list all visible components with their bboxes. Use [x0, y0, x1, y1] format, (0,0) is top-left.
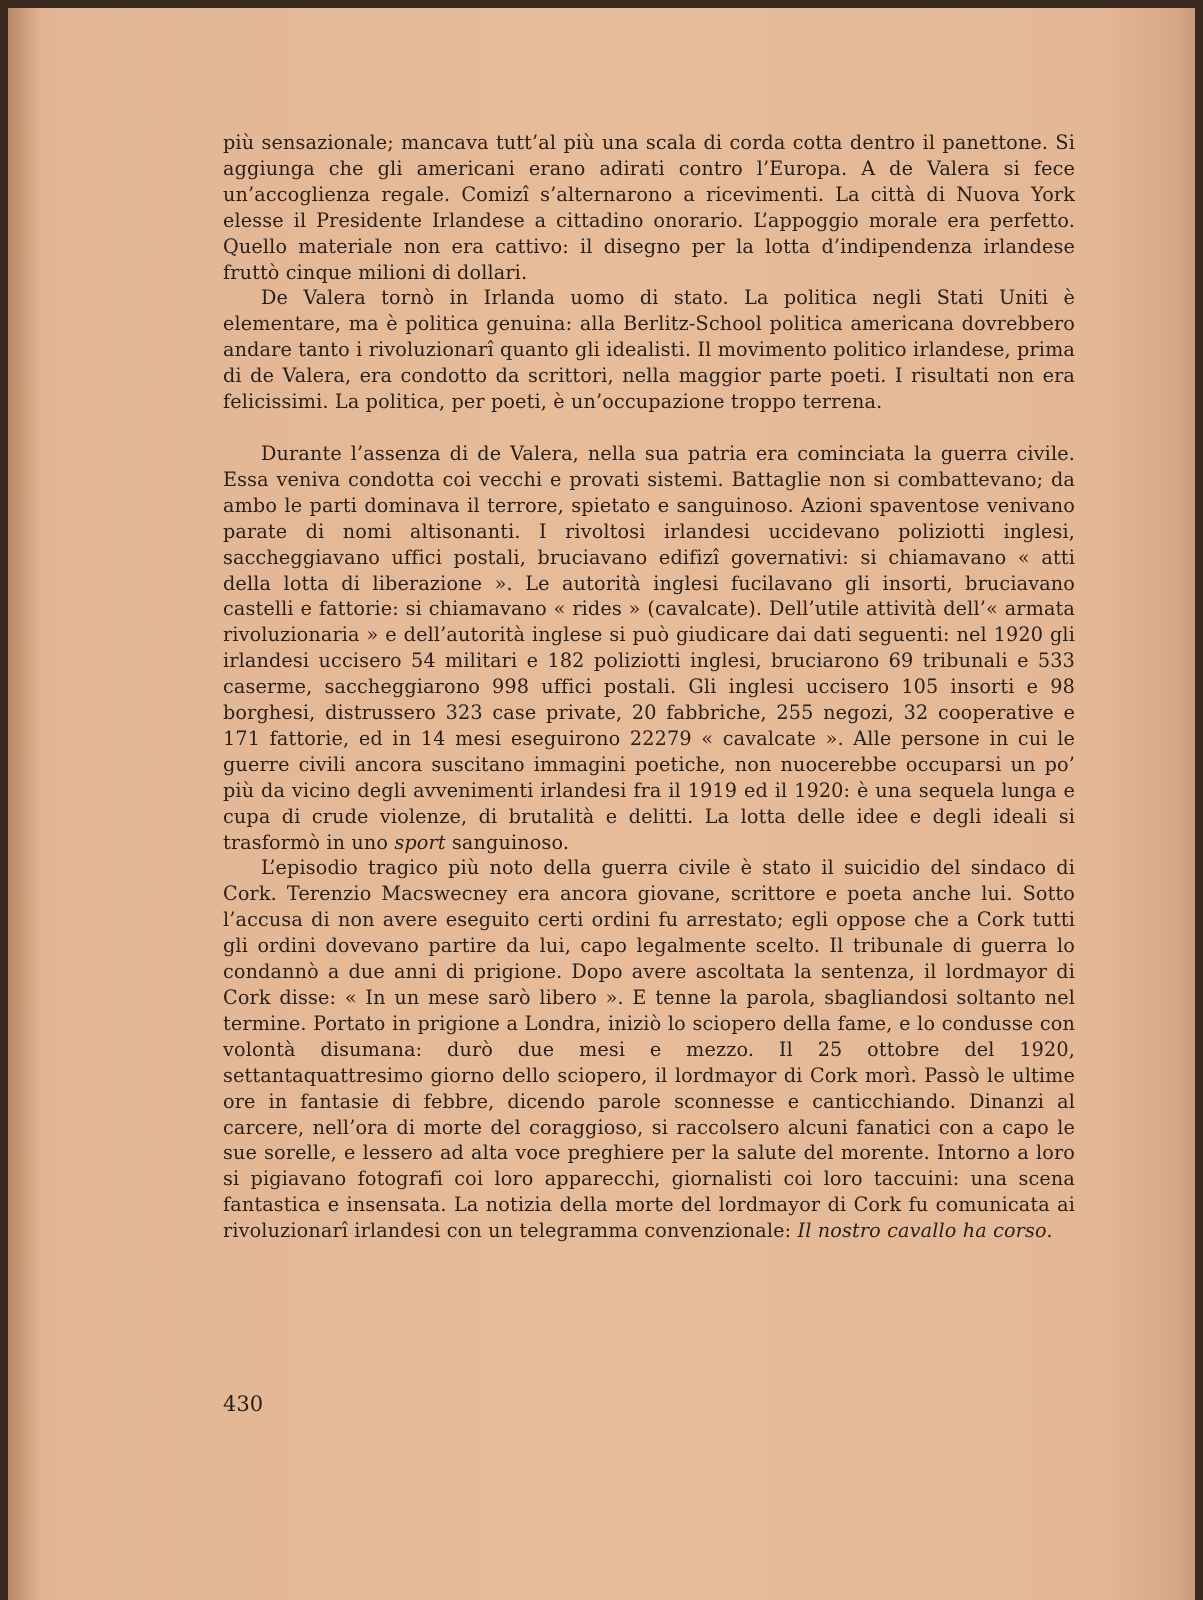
paragraph-3-italic: sport: [394, 830, 446, 854]
paragraph-3-text: Durante l’assenza di de Valera, nella sua patria era cominciata la guerra civile. Essa veniva condotta coi vecchi e provati sistemi. Battaglie non si combattevano; da ambo le parti dominava il terrore, spietato e sanguinoso. Azioni spaventose venivano parate di nomi altisonanti. I rivoltosi irlandesi uccidevano poliziotti inglesi, saccheggiavano uffici postali, bruciavano edifizî governativi: si chiamavano « atti della lotta di liberazione ». Le autorità inglesi fucilavano gli insorti, bruciavano castelli e fattorie: si chiamavano « rides » (cavalcate). Dell’utile attività dell’« armata rivoluzionaria » e dell’autorità inglese si può giudicare dai dati seguenti: nel 1920 gli irlandesi uccisero 54 militari e 182 poliziotti inglesi, bruciarono 69 tribunali e 533 caserme, saccheggiarono 998 uffici postali. Gli inglesi uccisero 105 insorti e 98 borghesi, distrussero 323 case private, 20 fabbriche, 255 negozi, 32 cooperative e 171 fattorie, ed in 14 mesi eseguirono 22279 « cavalcate ». Alle persone in cui le guerre civili ancora suscitano immagini poetiche, non nuocerebbe occuparsi un po’ più da vicino degli avvenimenti irlandesi fra il 1919 ed il 1920: è una sequela lunga e cupa di crude violenze, di brutalità e delitti. La lotta delle idee e degli ideali si trasformò in uno: [223, 441, 1075, 854]
page-binding-shadow: [8, 8, 38, 1600]
book-page: [8, 8, 1195, 1600]
paragraph-4: [223, 855, 1075, 1244]
body-text: [223, 130, 1075, 1244]
paragraph-3-end: sanguinoso.: [451, 830, 570, 854]
paragraph-3: [223, 441, 1075, 856]
paragraph-4-italic: Il nostro cavallo ha corso.: [797, 1219, 1053, 1243]
page-number: 430: [223, 1392, 264, 1416]
paragraph-1: più sensazionale; mancava tutt’al più una scala di corda cotta dentro il panettone. Si aggiunga che gli americani erano adirati contro l’Europa. A de Valera si fece un’accoglienza regale. Comizî s’alternarono a ricevimenti. La città di Nuova York elesse il Presidente Irlandese a cittadino onorario. L’appoggio morale era perfetto. Quello materiale non era cattivo: il disegno per la lotta d’indipendenza irlandese fruttò cinque milioni di dollari.: [223, 131, 1075, 284]
page-edge-shadow: [1181, 8, 1195, 1600]
paragraph-2: De Valera tornò in Irlanda uomo di stato. La politica negli Stati Uniti è elementare, ma è politica genuina: alla Berlitz-School politica americana dovrebbero andare tanto i rivoluzionarî quanto gli idealisti. Il movimento politico irlandese, prima di de Valera, era condotto da scrittori, nella maggior parte poeti. I risultati non era felicissimi. La politica, per poeti, è un’occupazione troppo terrena.: [223, 286, 1075, 414]
paragraph-4-text: L’episodio tragico più noto della guerra civile è stato il suicidio del sindaco di Cork. Terenzio Macswecney era ancora giovane, scrittore e poeta anche lui. Sotto l’accusa di non avere eseguito certi ordini fu arrestato; egli oppose che a Cork tutti gli ordini dovevano partire da lui, capo legalmente scelto. Il tribunale di guerra lo condannò a due anni di prigione. Dopo avere ascoltata la sentenza, il lordmayor di Cork disse: « In un mese sarò libero ». E tenne la parola, sbagliandosi soltanto nel termine. Portato in prigione a Londra, iniziò lo sciopero della fame, e lo condusse con volontà disumana: durò due mesi e mezzo. Il 25 ottobre del 1920, settantaquattresimo giorno dello sciopero, il lordmayor di Cork morì. Passò le ultime ore in fantasie di febbre, dicendo parole sconnesse e canticchiando. Dinanzi al carcere, nell’ora di morte del coraggioso, si raccolsero alcuni fanatici con a capo le sue sorelle, e lessero ad alta voce preghiere per la salute del morente. Intorno a loro si pigiavano fotografi coi loro apparecchi, giornalisti coi loro taccuini: una scena fantastica e insensata. La notizia della morte del lordmayor di Cork fu comunicata ai rivoluzionarî irlandesi con un telegramma convenzionale:: [223, 856, 1075, 1243]
